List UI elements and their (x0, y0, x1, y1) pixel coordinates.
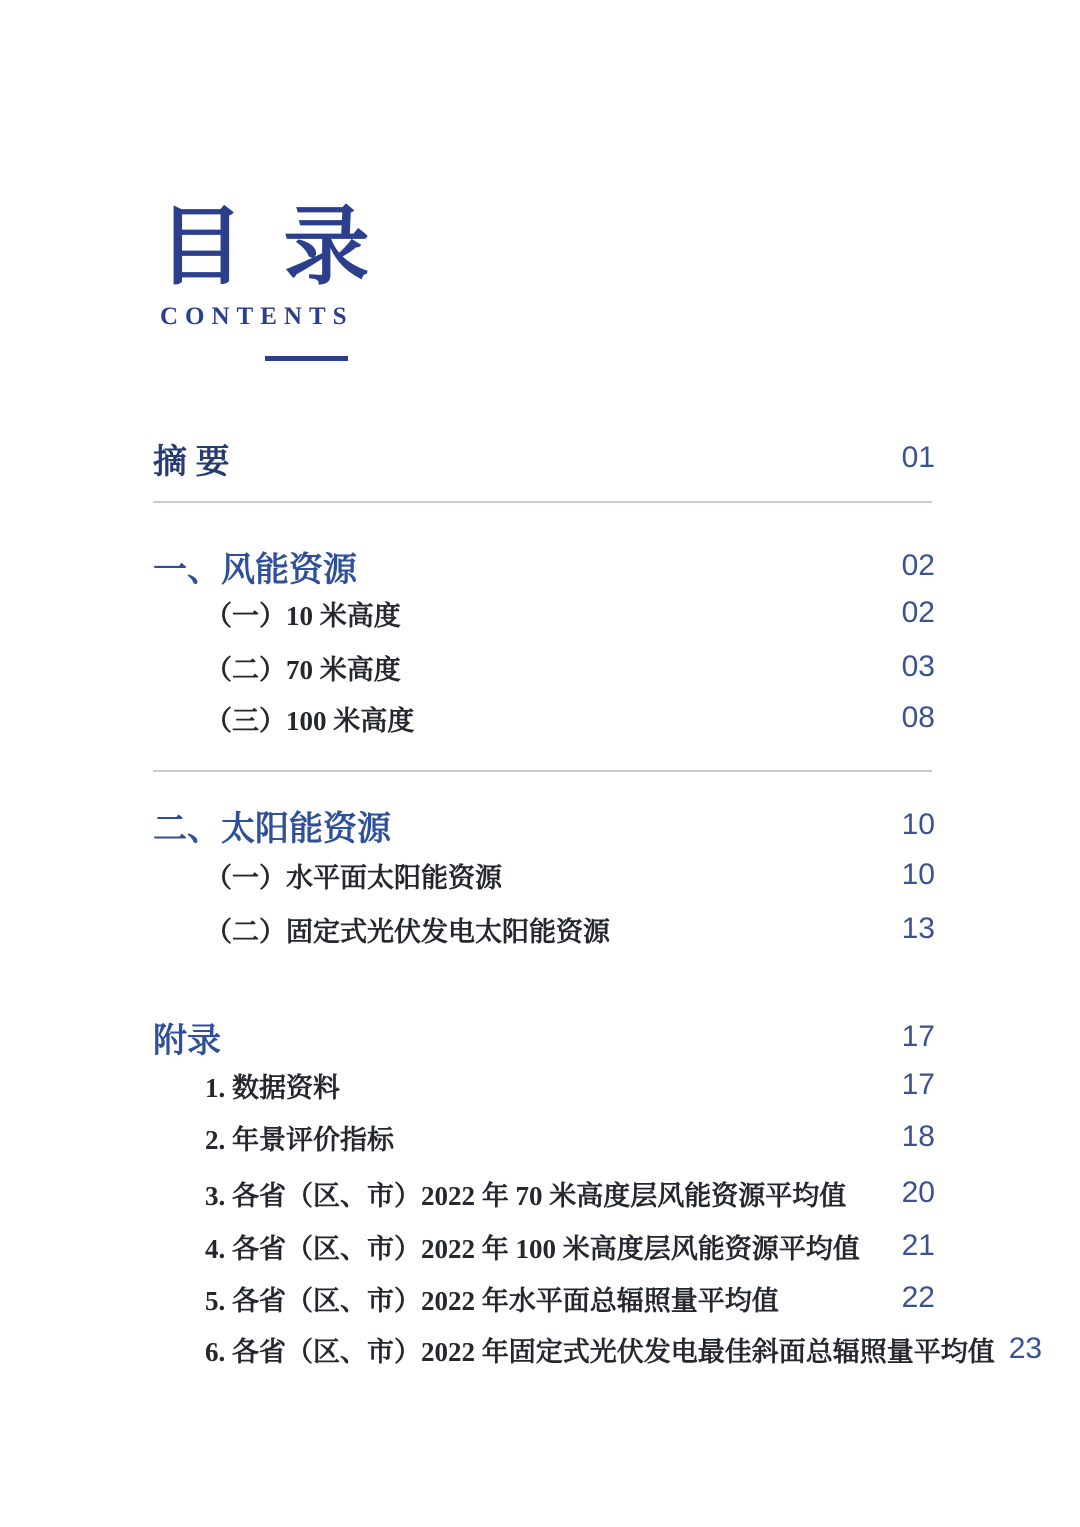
toc-entry-appendix-6 (205, 1331, 1043, 1367)
entry-label: 4. 各省（区、市）2022 年 100 米高度层风能资源平均值 (205, 1233, 860, 1264)
toc-entry-wind-10m (205, 595, 935, 631)
toc-entry-solar-fixed-pv (205, 911, 935, 947)
entry-label: 6. 各省（区、市）2022 年固定式光伏发电最佳斜面总辐照量平均值 (205, 1336, 995, 1367)
entry-label: 一、风能资源 (153, 551, 357, 589)
entry-label: （三）100 米高度 (205, 705, 415, 736)
entry-page-number: 23 (1008, 1332, 1043, 1365)
entry-page-number: 18 (901, 1120, 935, 1153)
entry-page-number: 17 (901, 1068, 935, 1101)
toc-entry-appendix-4 (205, 1228, 935, 1264)
toc-section-solar (153, 806, 935, 848)
entry-label: 附录 (153, 1022, 221, 1060)
entry-page-number: 01 (901, 441, 935, 474)
entry-page-number: 22 (901, 1281, 935, 1314)
toc-entry-appendix-3 (205, 1175, 935, 1211)
toc-entry-appendix-2 (205, 1119, 935, 1155)
entry-label: 2. 年景评价指标 (205, 1124, 394, 1155)
entry-page-number: 21 (901, 1229, 935, 1262)
entry-label: 摘 要 (153, 443, 230, 481)
toc-entry-solar-horizontal (205, 857, 935, 893)
entry-page-number: 17 (901, 1020, 935, 1053)
toc-section-appendix (153, 1018, 935, 1060)
entry-page-number: 13 (901, 912, 935, 945)
toc-entry-appendix-5 (205, 1280, 935, 1316)
entry-page-number: 08 (901, 701, 935, 734)
entry-page-number: 03 (901, 650, 935, 683)
entry-page-number: 02 (901, 549, 935, 582)
entry-label: （一）10 米高度 (205, 600, 401, 631)
page-title: 目 录 (158, 199, 379, 295)
toc-section-wind (153, 547, 935, 589)
entry-page-number: 10 (901, 858, 935, 891)
toc-entry-appendix-1 (205, 1067, 935, 1103)
entry-page-number: 02 (901, 596, 935, 629)
entry-label: 1. 数据资料 (205, 1072, 340, 1103)
entry-label: （二）固定式光伏发电太阳能资源 (205, 916, 610, 947)
section-divider (153, 770, 932, 772)
toc-entry-abstract (153, 439, 935, 481)
title-underline (265, 356, 348, 361)
entry-label: （二）70 米高度 (205, 654, 401, 685)
entry-label: （一）水平面太阳能资源 (205, 862, 502, 893)
page-subtitle: CONTENTS (160, 303, 354, 330)
section-divider (153, 501, 932, 503)
entry-label: 5. 各省（区、市）2022 年水平面总辐照量平均值 (205, 1285, 779, 1316)
entry-page-number: 20 (901, 1176, 935, 1209)
entry-label: 3. 各省（区、市）2022 年 70 米高度层风能资源平均值 (205, 1180, 847, 1211)
toc-entry-wind-70m (205, 649, 935, 685)
entry-label: 二、太阳能资源 (153, 810, 391, 848)
toc-entry-wind-100m (205, 700, 935, 736)
entry-page-number: 10 (901, 808, 935, 841)
